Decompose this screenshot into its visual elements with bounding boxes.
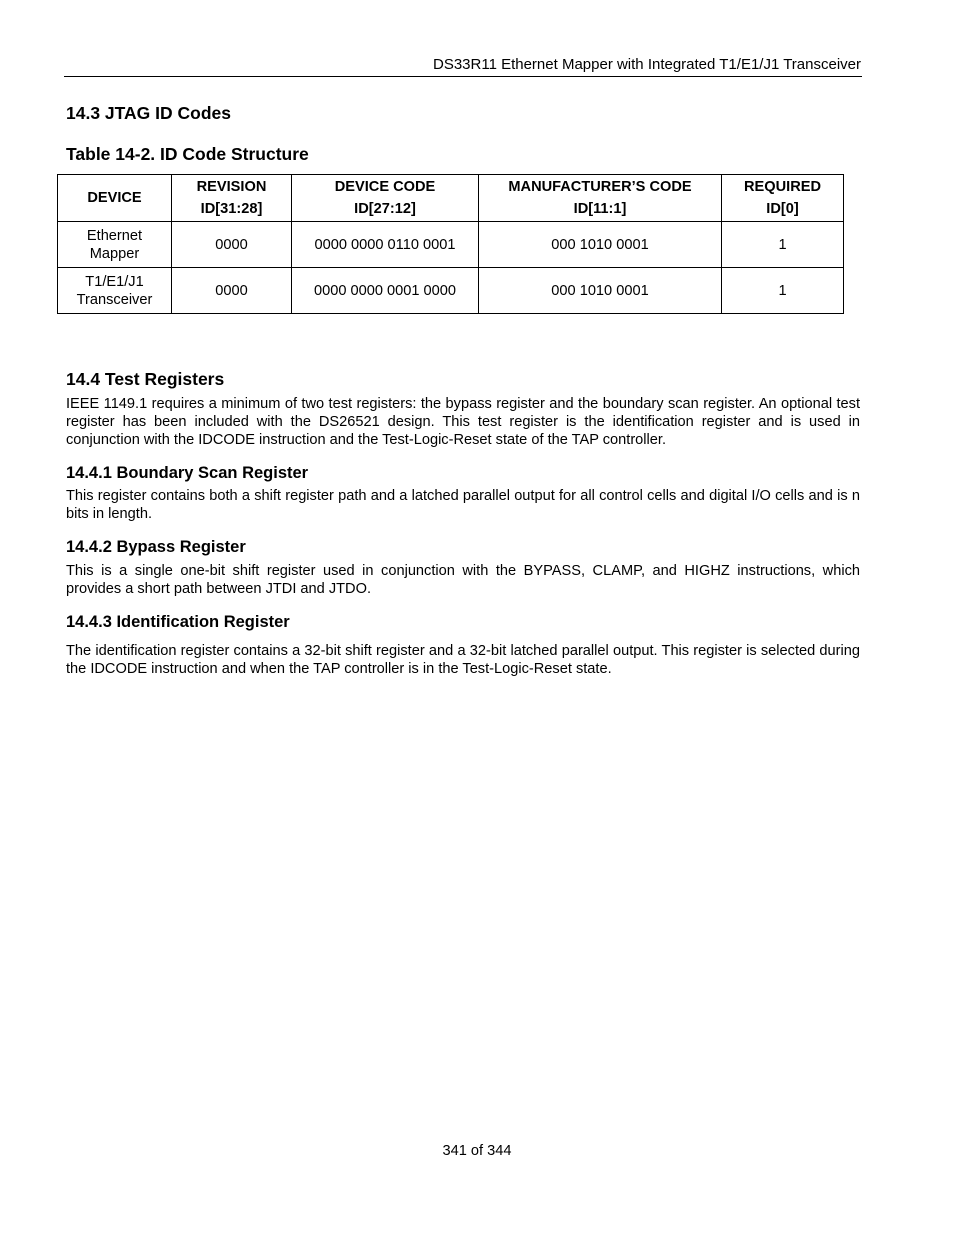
section-heading-14-3: 14.3 JTAG ID Codes: [66, 103, 232, 123]
section-heading-14-4-1: 14.4.1 Boundary Scan Register: [66, 464, 309, 482]
header-device: DEVICE: [58, 175, 172, 222]
table-caption: Table 14-2. ID Code Structure: [66, 144, 309, 164]
cell-device: Ethernet Mapper: [58, 222, 172, 268]
cell-revision: 0000: [172, 268, 292, 314]
cell-manufacturer-code: 000 1010 0001: [479, 268, 722, 314]
id-code-table: [57, 174, 844, 314]
table-header-row: [58, 175, 844, 222]
cell-device-code: 0000 0000 0110 0001: [292, 222, 479, 268]
header-manufacturer-code: MANUFACTURER’S CODE ID[11:1]: [479, 175, 722, 222]
cell-required: 1: [722, 268, 844, 314]
paragraph-test-registers: IEEE 1149.1 requires a minimum of two test registers: the bypass register and the boundary scan register. An optional test register has been included with the DS26521 design. This test register is the identification register and is used in conjunction with the IDCODE instruction and the Test-Logic-Reset state of the TAP controller.: [66, 396, 860, 448]
cell-device: T1/E1/J1 Transceiver: [58, 268, 172, 314]
paragraph-boundary-scan: This register contains both a shift register path and a latched parallel output for all control cells and digital I/O cells and is n bits in length.: [66, 488, 860, 522]
cell-required: 1: [722, 222, 844, 268]
cell-manufacturer-code: 000 1010 0001: [479, 222, 722, 268]
paragraph-identification: The identification register contains a 32-bit shift register and a 32-bit latched parallel output. This register is selected during the IDCODE instruction and when the TAP controller is in the Test-Logic-Reset state.: [66, 643, 860, 677]
header-required: REQUIRED ID[0]: [722, 175, 844, 222]
header-revision: REVISION ID[31:28]: [172, 175, 292, 222]
table-row: [58, 268, 844, 314]
header-device-code: DEVICE CODE ID[27:12]: [292, 175, 479, 222]
page-number: 341 of 344: [442, 1143, 512, 1159]
paragraph-bypass: This is a single one-bit shift register used in conjunction with the BYPASS, CLAMP, and HIGHZ instructions, which provides a short path between JTDI and JTDO.: [66, 563, 860, 597]
cell-device-code: 0000 0000 0001 0000: [292, 268, 479, 314]
header-rule: [64, 76, 862, 77]
section-heading-14-4: 14.4 Test Registers: [66, 369, 225, 389]
cell-revision: 0000: [172, 222, 292, 268]
section-heading-14-4-3: 14.4.3 Identification Register: [66, 613, 290, 631]
table-row: [58, 222, 844, 268]
section-heading-14-4-2: 14.4.2 Bypass Register: [66, 538, 246, 556]
running-header: DS33R11 Ethernet Mapper with Integrated T1/E1/J1 Transceiver: [432, 56, 861, 73]
